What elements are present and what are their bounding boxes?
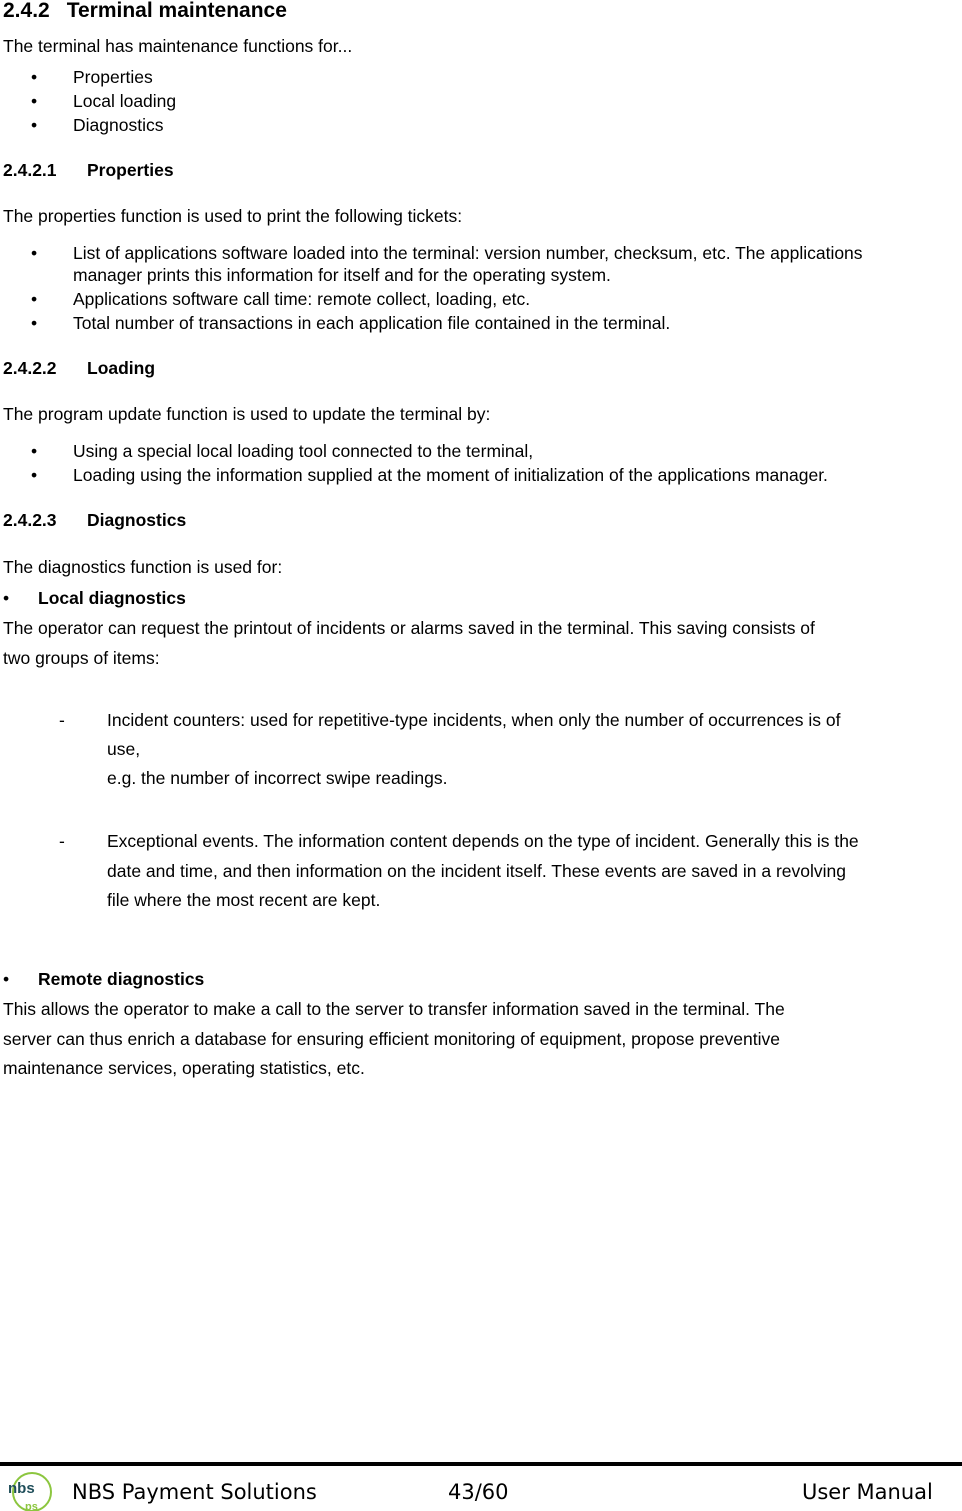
paragraph: two groups of items: [3, 648, 160, 668]
list-item: Diagnostics [73, 115, 164, 135]
list-item: Properties [73, 67, 153, 87]
list-item: Loading using the information supplied at the moment of initialization of the applications manager. [73, 465, 828, 485]
footer-page-number: 43/60 [448, 1480, 509, 1504]
section-title: Terminal maintenance [66, 0, 287, 22]
remote-diagnostics-title: Remote diagnostics [38, 969, 205, 989]
paragraph: The diagnostics function is used for: [3, 557, 283, 577]
list-item: Exceptional events. The information content depends on the type of incident. Generally this is the [107, 831, 859, 851]
list-item: file where the most recent are kept. [107, 890, 381, 910]
list-item: use, [107, 739, 141, 759]
paragraph: The properties function is used to print the following tickets: [3, 206, 463, 226]
paragraph: The operator can request the printout of incidents or alarms saved in the terminal. This saving consists of [3, 618, 815, 638]
list-item: e.g. the number of incorrect swipe readings. [107, 768, 448, 788]
section-heading [3, 0, 287, 23]
paragraph: server can thus enrich a database for ensuring efficient monitoring of equipment, propose preventive [3, 1029, 780, 1049]
bullet-icon: • [31, 465, 38, 485]
bullet-icon: • [3, 588, 10, 608]
bullet-icon: • [31, 313, 38, 333]
paragraph: maintenance services, operating statistics, etc. [3, 1058, 365, 1078]
dash-icon: - [59, 710, 65, 730]
list-item: List of applications software loaded into the terminal: version number, checksum, etc. The applications [73, 243, 863, 263]
svg-text:nbs: nbs [8, 1480, 35, 1497]
bullet-icon: • [31, 115, 38, 135]
list-item: manager prints this information for itself and for the operating system. [73, 265, 611, 285]
dash-icon: - [59, 831, 65, 851]
list-item: Total number of transactions in each application file contained in the terminal. [73, 313, 671, 333]
paragraph: The program update function is used to update the terminal by: [3, 404, 491, 424]
list-item: Incident counters: used for repetitive-type incidents, when only the number of occurrences is of [107, 710, 841, 730]
bullet-icon: • [31, 289, 38, 309]
paragraph: This allows the operator to make a call to the server to transfer information saved in the terminal. The [3, 999, 785, 1019]
subsection-number: 2.4.2.2 [3, 358, 57, 378]
subsection-number: 2.4.2.3 [3, 510, 57, 530]
bullet-icon: • [31, 67, 38, 87]
subsection-title: Loading [87, 358, 156, 378]
footer-doc-title: User Manual [802, 1480, 933, 1504]
list-item: Applications software call time: remote collect, loading, etc. [73, 289, 531, 309]
footer-company: NBS Payment Solutions [72, 1480, 317, 1504]
bullet-icon: • [3, 969, 10, 989]
nbs-logo [4, 1470, 56, 1511]
section-number: 2.4.2 [3, 0, 50, 22]
subsection-title: Properties [87, 160, 174, 180]
intro-text: The terminal has maintenance functions for... [3, 36, 353, 56]
list-item: Local loading [73, 91, 177, 111]
svg-text:ps: ps [25, 1501, 38, 1511]
subsection-number: 2.4.2.1 [3, 160, 57, 180]
bullet-icon: • [31, 243, 38, 263]
bullet-icon: • [31, 91, 38, 111]
bullet-icon: • [31, 441, 38, 461]
footer-rule [0, 1462, 962, 1466]
list-item: Using a special local loading tool connected to the terminal, [73, 441, 534, 461]
list-item: date and time, and then information on the incident itself. These events are saved in a revolving [107, 861, 847, 881]
local-diagnostics-title: Local diagnostics [38, 588, 186, 608]
subsection-title: Diagnostics [87, 510, 187, 530]
